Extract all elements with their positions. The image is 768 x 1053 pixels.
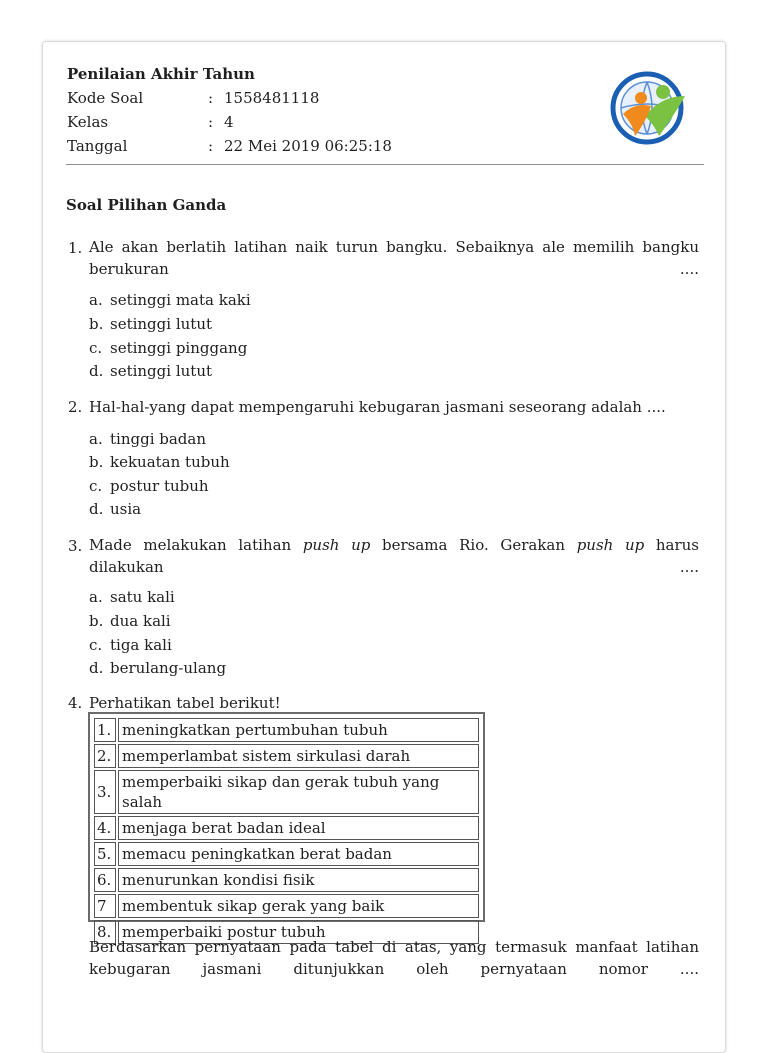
table-row-text: menurunkan kondisi fisik: [118, 868, 479, 892]
q1-option-d: setinggi lutut: [110, 362, 213, 380]
table-row: [94, 868, 479, 892]
question-4-text: Perhatikan tabel berikut!: [89, 694, 281, 712]
question-2-text: Hal-hal-yang dapat mempengaruhi kebugaran jasmani seseorang adalah ....: [89, 398, 666, 416]
question-4-number: 4.: [68, 694, 83, 712]
q2-option-b: kekuatan tubuh: [110, 453, 230, 471]
q3-text-part-4: push up: [576, 536, 645, 554]
document-title: Penilaian Akhir Tahun: [67, 65, 255, 83]
tanggal-label: Tanggal: [67, 137, 128, 155]
question-1-text: Ale akan berlatih latihan naik turun bangku. Sebaiknya ale memilih bangku berukuran ....: [89, 238, 699, 278]
kelas-label: Kelas: [67, 113, 109, 131]
q3-text-part-5: harus dilakukan ....: [89, 536, 699, 576]
table-row-number: 8.: [94, 920, 116, 944]
kelas-colon: :: [208, 113, 214, 131]
kode-soal-value: 1558481118: [224, 89, 320, 107]
table-row: [94, 744, 479, 768]
q3-option-b-letter: b.: [89, 612, 104, 630]
q3-text-part-2: push up: [302, 536, 371, 554]
table-row-number: 4.: [94, 816, 116, 840]
q2-option-d: usia: [110, 500, 142, 518]
kelas-value: 4: [224, 113, 234, 131]
table-row-number: 1.: [94, 718, 116, 742]
table-row: [94, 842, 479, 866]
q3-text-part-1: Made melakukan latihan: [89, 536, 303, 554]
table-row-text: meningkatkan pertumbuhan tubuh: [118, 718, 479, 742]
table-row-text: memperbaiki sikap dan gerak tubuh yang salah: [118, 770, 479, 814]
q3-option-d: berulang-ulang: [110, 659, 227, 677]
question-2-number: 2.: [68, 398, 83, 416]
header-divider: [66, 164, 704, 165]
q3-text-part-3: bersama Rio. Gerakan: [370, 536, 577, 554]
tanggal-colon: :: [208, 137, 214, 155]
table-row-number: 7: [94, 894, 116, 918]
q2-option-c-letter: c.: [89, 477, 103, 495]
table-row-text: memperbaiki postur tubuh: [118, 920, 479, 944]
q1-option-b-letter: b.: [89, 315, 104, 333]
q2-option-a-letter: a.: [89, 430, 103, 448]
question-3-number: 3.: [68, 537, 83, 555]
q3-option-d-letter: d.: [89, 659, 104, 677]
q1-option-a-letter: a.: [89, 291, 103, 309]
q1-option-a: setinggi mata kaki: [110, 291, 251, 309]
table-row-text: menjaga berat badan ideal: [118, 816, 479, 840]
table-row-number: 5.: [94, 842, 116, 866]
q2-option-a: tinggi badan: [110, 430, 207, 448]
q3-option-a-letter: a.: [89, 588, 103, 606]
q1-option-c-letter: c.: [89, 339, 103, 357]
table-row: [94, 894, 479, 918]
q1-option-d-letter: d.: [89, 362, 104, 380]
statement-table: [88, 712, 485, 941]
question-3-text: [89, 534, 699, 600]
q3-option-c-letter: c.: [89, 636, 103, 654]
table-row-text: memperlambat sistem sirkulasi darah: [118, 744, 479, 768]
kode-soal-colon: :: [208, 89, 214, 107]
table-row: [94, 718, 479, 742]
question-1-number: 1.: [68, 239, 83, 257]
table-row-number: 2.: [94, 744, 116, 768]
q1-option-c: setinggi pinggang: [110, 339, 248, 357]
q3-option-a: satu kali: [110, 588, 175, 606]
table-row-number: 3.: [94, 770, 116, 814]
q2-option-d-letter: d.: [89, 500, 104, 518]
table-row-number: 6.: [94, 868, 116, 892]
q1-option-b: setinggi lutut: [110, 315, 213, 333]
question-4-followup: Berdasarkan pernyataan pada tabel di atas, yang termasuk manfaat latihan kebugaran jasmani ditunjukkan oleh pernyataan nomor ....: [89, 938, 699, 978]
tanggal-value: 22 Mei 2019 06:25:18: [224, 137, 392, 155]
table-row: [94, 816, 479, 840]
q3-option-b: dua kali: [110, 612, 171, 630]
table-row: [94, 770, 479, 814]
table-row-text: membentuk sikap gerak yang baik: [118, 894, 479, 918]
q2-option-c: postur tubuh: [110, 477, 209, 495]
q2-option-b-letter: b.: [89, 453, 104, 471]
section-title: Soal Pilihan Ganda: [66, 196, 227, 214]
table-row-text: memacu peningkatkan berat badan: [118, 842, 479, 866]
q3-option-c: tiga kali: [110, 636, 172, 654]
kode-soal-label: Kode Soal: [67, 89, 144, 107]
school-logo-icon: [605, 70, 693, 146]
